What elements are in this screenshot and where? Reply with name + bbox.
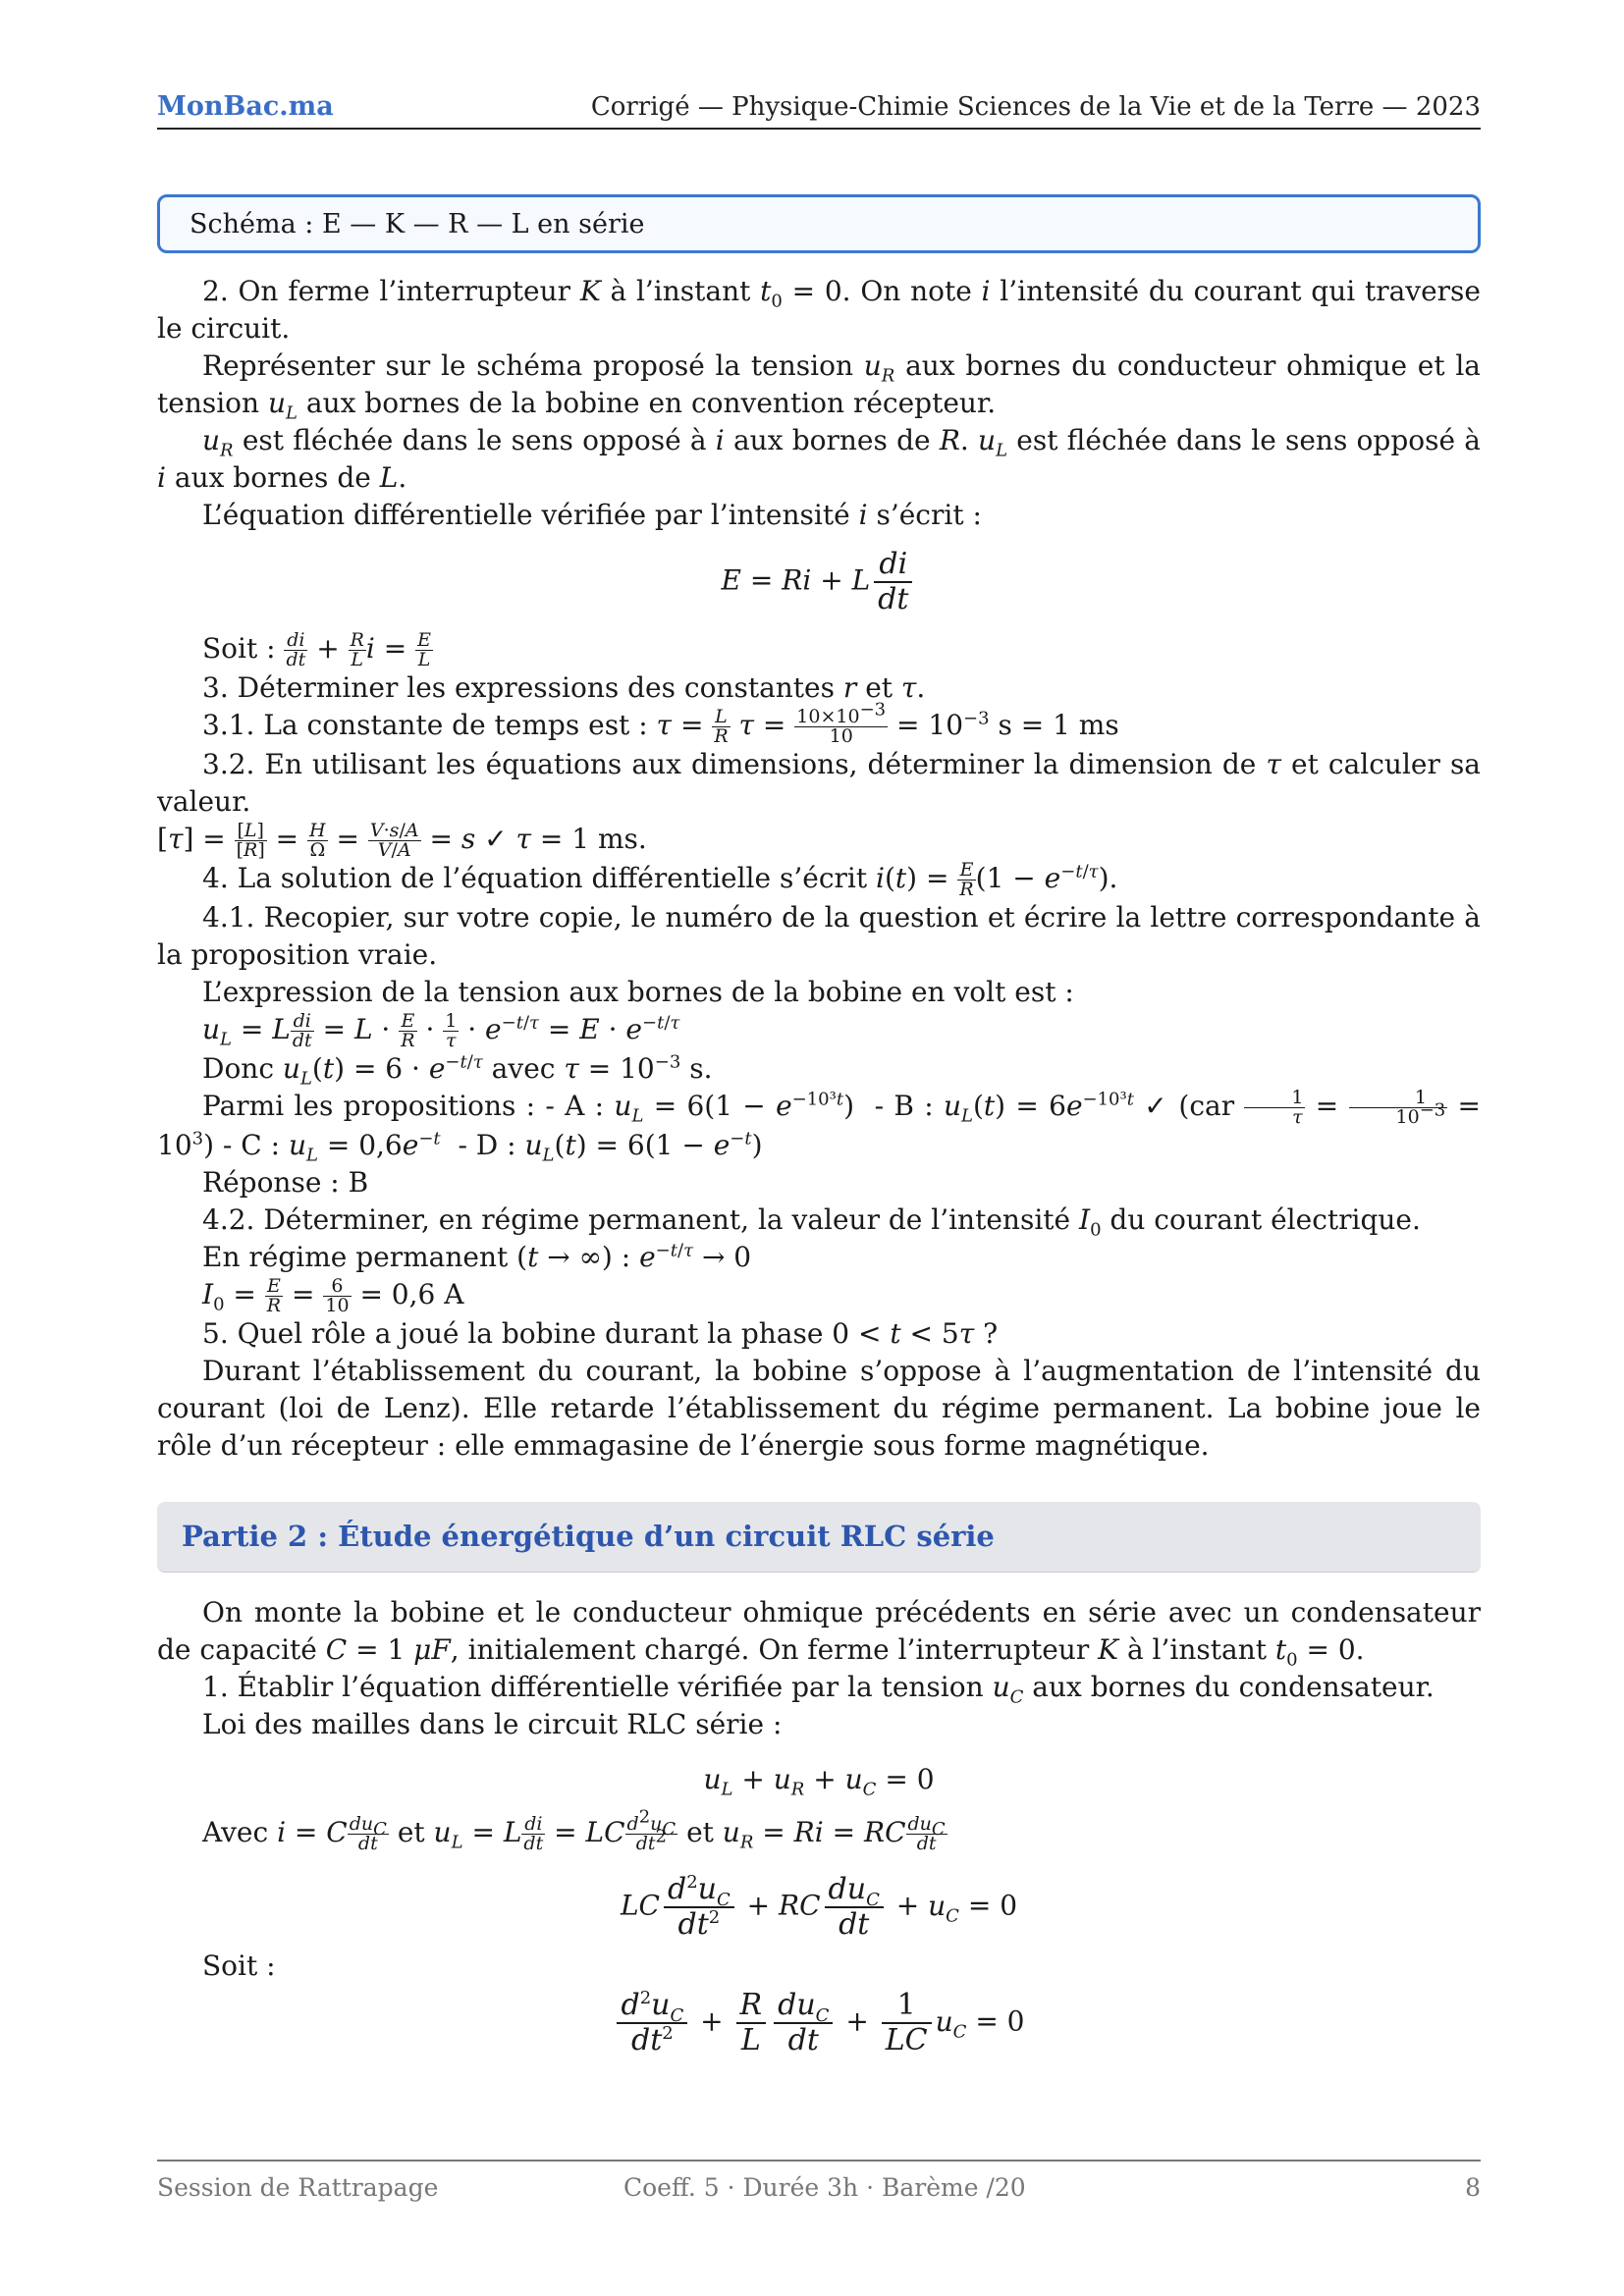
- page: [157, 0, 1481, 2296]
- part2-title: Partie 2 : Étude énergétique d’un circuit RLC série: [182, 1520, 995, 1553]
- answer-b: Réponse : B: [202, 1166, 369, 1199]
- eq-intro: L’équation différentielle vérifiée par l’intensité i s’écrit :: [202, 499, 982, 531]
- q42-regime: En régime permanent (t → ∞) : $e^{-t/\tau} \to 0$: [202, 1240, 752, 1273]
- equation-main: E = Ri + L $\frac{di}{dt}$: [157, 548, 1481, 616]
- question-4: 4. La solution de l’équation différentielle s’écrit i(t) = $\frac{E}{R}$ $(1 - e^{-t/\tau})$.: [202, 859, 1118, 900]
- q41-donc: Donc $u_L(t) = 6 \cdot e^{-t/\tau}$ avec $\tau = 10^{-3}$ s.: [202, 1051, 713, 1090]
- part2-question-1: 1. Établir l’équation différentielle vérifiée par la tension $u_C$ aux bornes du condensateur.: [202, 1671, 1435, 1708]
- part2-header: [157, 1502, 1481, 1573]
- question-4-2: 4.2. Déterminer, en régime permanent, la valeur de l’intensité $I_0$ du courant électrique.: [202, 1203, 1421, 1241]
- question-2-answer: $u_R$ est fléchée dans le sens opposé à i aux bornes de R. $u_L$ est fléchée dans le sens opposé à i aux bornes de L.: [157, 424, 1481, 494]
- footer-session: Session de Rattrapage: [157, 2173, 439, 2202]
- header-title: Corrigé — Physique-Chimie Sciences de la Vie et de la Terre — 2023: [590, 92, 1481, 122]
- equation-rlc-1: LC $\frac{d^2u_C}{dt^2}$ + RC $du_C$ dt + $u_C = 0$: [620, 1872, 1018, 1942]
- question-3-2-answer: [τ] = $\frac{[L]}{[R]}$ = $\frac{H}{\Omega}$ = $\frac{V\cdot s/A}{V/A}$ = s ✓ τ = 1 ms.: [157, 820, 647, 861]
- question-2: 2. On ferme l’interrupteur K à l’instant $t_0 = 0$. On note i l’intensité du courant qui traverse le circuit.: [157, 275, 1481, 345]
- part2-content: [157, 1594, 1481, 2061]
- q42-answer: $I_0$ = $\frac{E}{R}$ = $\frac{6}{10}$ = 0,6 A: [202, 1275, 464, 1316]
- q41-intro: L’expression de la tension aux bornes de la bobine en volt est :: [202, 976, 1074, 1008]
- question-3-1: 3.1. La constante de temps est : τ = $\frac{L}{R}$ τ = $\frac{10\times 10^{-3}}{10}$ = $10^{-3}$ s = 1 ms: [202, 699, 1119, 747]
- brand-logo[interactable]: MonBac.ma: [157, 91, 334, 122]
- question-5-answer: Durant l’établissement du courant, la bobine s’oppose à l’augmentation de l’intensité du courant (loi de Lenz). Elle retarde l’établissement du régime permanent. La bobine joue le rôle d’un récepteur : elle emmagasine de l’énergie sous forme magnétique.: [157, 1355, 1481, 1462]
- soit-line: Soit : $\frac{di}{dt}$ + $\frac{R}{L}$ i = $\frac{E}{L}$: [202, 629, 431, 670]
- question-4-1: 4.1. Recopier, sur votre copie, le numéro de la question et écrire la lettre correspondante à la proposition vraie.: [157, 901, 1481, 971]
- avec-line: Avec i = C $\frac{du_C}{dt}$ et $u_L = L$ $\frac{di}{dt}$ = LC $\frac{d^2u_C}{dt^2}$ et $u_R = Ri$ = RC $\frac{du_C}{dt}$: [202, 1806, 946, 1854]
- equation-rlc-2: $\frac{d^2u_C}{dt^2}$ + $\frac{R}{L}$ $du_C$ dt + $\frac{1}{LC}$ $u_C = 0$: [157, 1989, 1481, 2057]
- question-3-2: 3.2. En utilisant les équations aux dimensions, déterminer la dimension de τ et calculer sa valeur.: [157, 748, 1482, 818]
- footer-info: Coeff. 5 · Durée 3h · Barème /20: [623, 2173, 1026, 2202]
- question-3: 3. Déterminer les expressions des constantes r et τ.: [202, 671, 926, 704]
- page-header: [157, 88, 1481, 130]
- q41-equation: $u_L = L$ $\frac{di}{dt}$ = L · $\frac{E}{R}$ · $\frac{1}{\tau}$ · $e^{-t/\tau} = E \cdot e^{-t/\tau}$: [202, 1010, 680, 1051]
- question-5: 5. Quel rôle a joué la bobine durant la phase 0 < t < 5τ ?: [202, 1317, 999, 1350]
- section1-content: [157, 273, 1481, 1465]
- question-2-instruction: Représenter sur le schéma proposé la tension $u_R$ aux bornes du conducteur ohmique et la tension $u_L$ aux bornes de la bobine en convention récepteur.: [157, 349, 1481, 424]
- schema-box: Schéma : E — K — R — L en série: [157, 194, 1481, 253]
- q41-propositions: Parmi les propositions : - A : $u_L = 6(1 - e^{-10^3t}) - B$ : $u_L(t) = 6e^{-10^3t}$ ✓ (car $\frac{1}{\tau}$ = $\frac{1}{10^{-3}}$ = $10^3$) - C : $u_L = 0,6e^{-t} - D$ : $u_L(t) = 6(1 - e^{-t})$: [157, 1087, 1482, 1166]
- equation-mailles: $u_L + u_R + u_C = 0$: [703, 1763, 935, 1800]
- part2-intro: On monte la bobine et le conducteur ohmique précédents en série avec un condensateur de capacité C = 1 μF, initialement chargé. On ferme l’interrupteur K à l’instant $t_0 = 0$.: [157, 1596, 1481, 1671]
- page-number: 8: [1465, 2173, 1481, 2202]
- loi-mailles: Loi des mailles dans le circuit RLC série :: [202, 1708, 783, 1740]
- soit-part2: Soit :: [202, 1949, 276, 1982]
- page-footer: [157, 2160, 1481, 2202]
